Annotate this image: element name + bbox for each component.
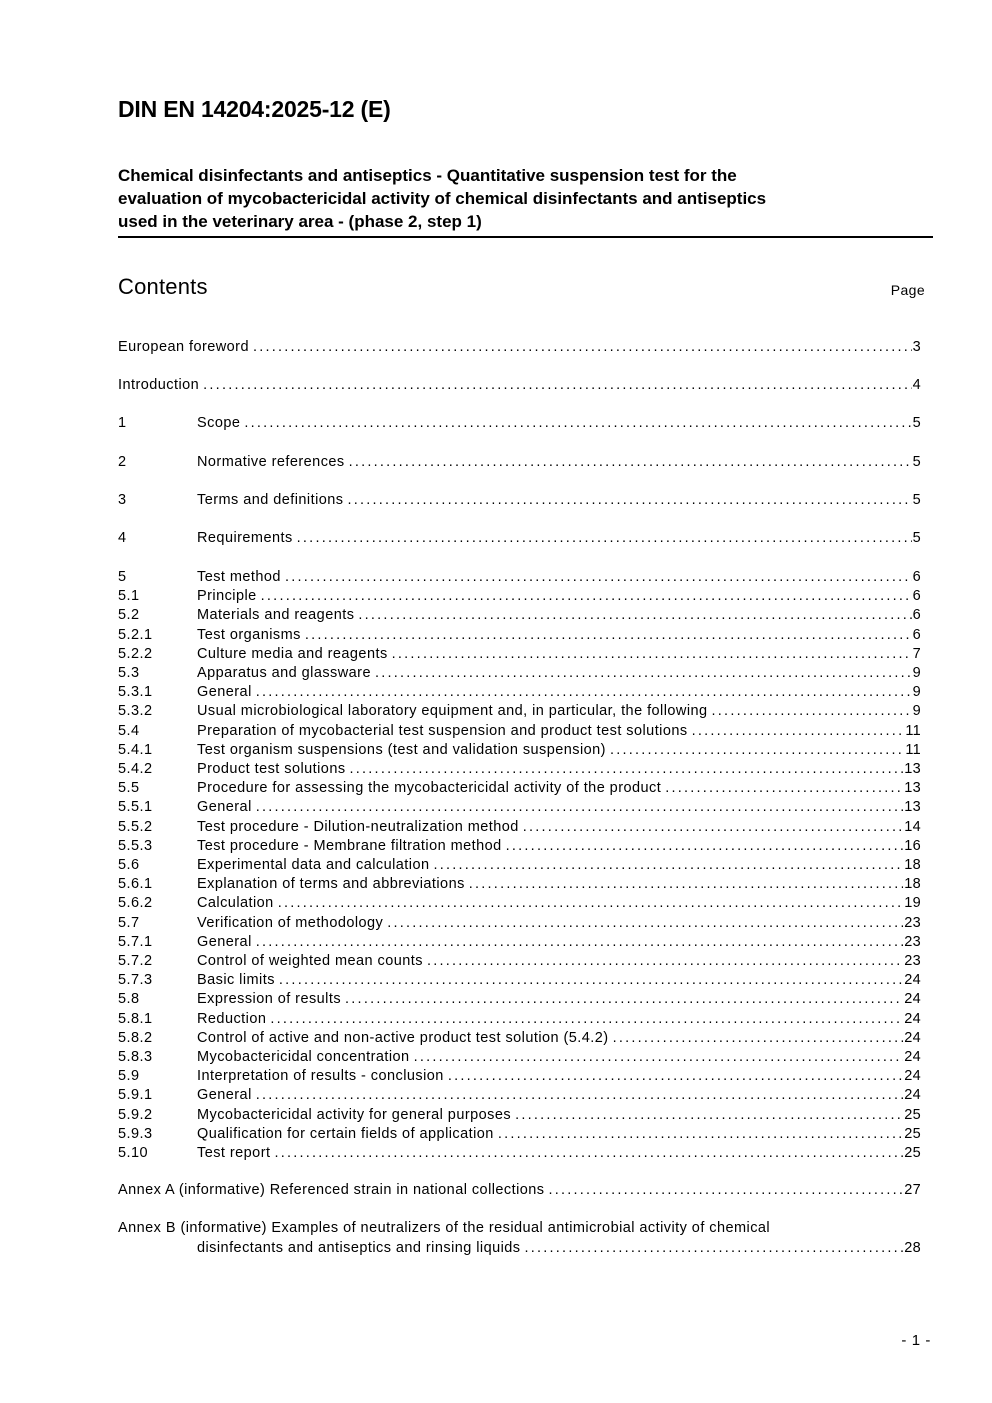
toc-entry[interactable] [118, 990, 921, 1009]
toc-entry[interactable] [118, 645, 921, 664]
toc-entry[interactable] [118, 414, 921, 433]
toc-leader-dots [256, 683, 912, 702]
toc-entry-title: Annex A (informative) Referenced strain in national collections [118, 1182, 545, 1198]
toc-entry-page: 24 [904, 991, 921, 1008]
toc-leader-dots [427, 952, 903, 971]
toc-entry[interactable] [118, 1029, 921, 1048]
toc-entry-number: 5.9.3 [118, 1125, 153, 1142]
toc-entry-number: 5.5.2 [118, 818, 153, 835]
toc-entry-page: 6 [912, 569, 921, 585]
toc-entry-page: 18 [904, 876, 921, 893]
toc-entry[interactable] [118, 1181, 921, 1200]
toc-entry-page: 11 [905, 741, 921, 758]
toc-entry[interactable] [118, 626, 921, 645]
toc-entry-page: 6 [912, 626, 921, 643]
toc-leader-dots [347, 491, 911, 510]
toc-entry-title: Test organisms [197, 626, 301, 643]
document-title [118, 164, 933, 238]
toc-entry-title: General [197, 1087, 252, 1104]
toc-entry-number: 5.4.2 [118, 761, 153, 777]
toc-leader-dots [305, 626, 912, 645]
toc-leader-dots [274, 1144, 903, 1163]
toc-leader-dots [261, 587, 912, 606]
toc-entry-number: 5.10 [118, 1145, 149, 1161]
toc-entry-page: 18 [904, 857, 921, 873]
toc-entry[interactable] [118, 837, 921, 856]
toc-entry-page: 9 [912, 703, 921, 720]
toc-entry-title: Annex B (informative) Examples of neutralizers of the residual antimicrobial activity of chemical [118, 1220, 771, 1236]
toc-entry-page: 25 [904, 1145, 921, 1161]
toc-entry-title: Experimental data and calculation [197, 857, 430, 873]
toc-entry-page: 27 [904, 1182, 921, 1198]
toc-entry[interactable] [118, 376, 921, 395]
toc-entry-page: 13 [904, 799, 921, 816]
toc-entry[interactable] [118, 1144, 921, 1163]
toc-entry-title: General [197, 684, 252, 701]
toc-entry-page: 24 [904, 1087, 921, 1104]
toc-entry[interactable] [118, 818, 921, 837]
toc-entry-number: 5.3 [118, 665, 140, 681]
toc-entry-number: 5.2 [118, 607, 140, 624]
toc-entry[interactable] [118, 779, 921, 798]
toc-leader-dots [515, 1106, 903, 1125]
toc-entry-number: 5.6.2 [118, 895, 153, 912]
toc-leader-dots [392, 645, 912, 664]
toc-leader-dots [256, 798, 904, 817]
toc-leader-dots [712, 702, 912, 721]
toc-entry[interactable] [118, 453, 921, 472]
toc-entry-number: 5.2.2 [118, 645, 153, 662]
toc-entry-page: 28 [904, 1240, 921, 1256]
toc-leader-dots [278, 894, 904, 913]
toc-entry-page: 25 [904, 1106, 921, 1123]
toc-entry-number: 1 [118, 415, 127, 431]
toc-entry-page: 6 [912, 588, 921, 605]
toc-entry-title: Test method [197, 569, 281, 585]
toc-entry-title: Interpretation of results - conclusion [197, 1068, 444, 1085]
toc-entry-page: 11 [905, 722, 921, 739]
toc-entry-title: disinfectants and antiseptics and rinsing liquids [197, 1240, 521, 1256]
toc-entry-title: Test procedure - Membrane filtration method [197, 837, 502, 854]
toc-entry-title: Basic limits [197, 972, 275, 989]
toc-leader-dots [525, 1239, 904, 1258]
toc-entry-title: Expression of results [197, 991, 342, 1008]
toc-entry-title: Culture media and reagents [197, 645, 388, 662]
toc-entry-number: 5.5 [118, 780, 140, 797]
toc-leader-dots [253, 338, 912, 357]
toc-leader-dots [469, 875, 903, 894]
toc-leader-dots [523, 818, 903, 837]
toc-entry[interactable] [118, 1106, 921, 1125]
toc-entry-title: Apparatus and glassware [197, 665, 371, 681]
toc-entry-number: 5.9 [118, 1068, 140, 1085]
toc-entry-page: 13 [904, 761, 921, 777]
toc-leader-dots [345, 990, 903, 1009]
toc-entry-title: Materials and reagents [197, 607, 355, 624]
toc-leader-dots [434, 856, 904, 875]
toc-entry-page: 14 [904, 818, 921, 835]
toc-entry[interactable] [118, 952, 921, 971]
toc-entry-title: Procedure for assessing the mycobactericidal activity of the product [197, 780, 662, 797]
toc-entry-title: Preparation of mycobacterial test suspension and product test solutions [197, 722, 688, 739]
toc-leader-dots [349, 453, 912, 472]
toc-entry-page: 9 [912, 684, 921, 701]
toc-entry-title: Explanation of terms and abbreviations [197, 876, 465, 893]
toc-entry[interactable] [118, 722, 921, 741]
toc-entry-number: 5.7.2 [118, 953, 153, 969]
toc-leader-dots [498, 1125, 903, 1144]
toc-entry-title: Terms and definitions [197, 492, 344, 508]
toc-entry-page: 4 [912, 377, 921, 393]
toc-entry-page: 24 [904, 1029, 921, 1046]
toc-entry-number: 5.8 [118, 991, 140, 1008]
toc-entry-page: 9 [912, 665, 921, 681]
toc-entry[interactable] [118, 702, 921, 721]
toc-entry-number: 5.8.3 [118, 1049, 153, 1065]
toc-entry-annex-b-continued[interactable] [118, 1239, 921, 1258]
toc-entry[interactable] [118, 1067, 921, 1086]
toc-entry[interactable] [118, 875, 921, 894]
toc-entry-page: 5 [912, 492, 921, 508]
toc-entry-number: 5.3.1 [118, 684, 153, 701]
toc-entry-page: 6 [912, 607, 921, 624]
toc-entry-title: Qualification for certain fields of application [197, 1125, 494, 1142]
toc-entry[interactable] [118, 914, 921, 933]
toc-entry-title: General [197, 933, 252, 950]
page-number: - 1 - [901, 1332, 931, 1349]
toc-entry-number: 5.9.1 [118, 1087, 153, 1104]
toc-entry-number: 5.6.1 [118, 876, 153, 893]
toc-entry-page: 23 [904, 953, 921, 969]
toc-leader-dots [279, 971, 903, 990]
toc-entry-number: 5.5.1 [118, 799, 153, 816]
toc-entry-number: 5.8.2 [118, 1029, 153, 1046]
toc-entry-page: 23 [904, 933, 921, 950]
toc-entry[interactable] [118, 933, 921, 952]
toc-leader-dots [358, 606, 911, 625]
toc-entry-title: Scope [197, 415, 241, 431]
toc-entry-page: 24 [904, 1068, 921, 1085]
toc-leader-dots [506, 837, 904, 856]
toc-entry-title: Reduction [197, 1010, 267, 1027]
toc-entry-title: Introduction [118, 377, 200, 393]
toc-entry-title: European foreword [118, 339, 249, 355]
toc-entry-page: 5 [912, 530, 921, 546]
toc-entry-page: 5 [912, 415, 921, 431]
document-title-line: evaluation of mycobactericidal activity of chemical disinfectants and antiseptics [118, 189, 767, 208]
toc-entry-page: 16 [904, 837, 921, 854]
toc-entry-number: 4 [118, 530, 127, 546]
toc-entry-title: Usual microbiological laboratory equipment and, in particular, the following [197, 703, 708, 720]
toc-leader-dots [350, 760, 904, 779]
toc-leader-dots [244, 414, 911, 433]
toc-entry-page: 25 [904, 1125, 921, 1142]
toc-leader-dots [613, 1029, 904, 1048]
toc-entry-title: Requirements [197, 530, 293, 546]
toc-entry[interactable] [118, 1048, 921, 1067]
toc-entry[interactable] [118, 529, 921, 548]
toc-entry[interactable] [118, 1010, 921, 1029]
toc-entry-page: 19 [904, 895, 921, 912]
toc-leader-dots [375, 664, 912, 683]
toc-entry[interactable] [118, 971, 921, 990]
toc-entry[interactable] [118, 798, 921, 817]
toc-entry-number: 5.7.3 [118, 972, 153, 989]
toc-entry-number: 5.7.1 [118, 933, 153, 950]
toc-entry-page: 13 [904, 780, 921, 797]
toc-leader-dots [203, 376, 911, 395]
toc-entry-title: Verification of methodology [197, 914, 384, 931]
toc-entry[interactable] [118, 587, 921, 606]
toc-leader-dots [414, 1048, 904, 1067]
toc-entry[interactable] [118, 568, 921, 587]
toc-entry-title: Control of active and non-active product test solution (5.4.2) [197, 1029, 609, 1046]
toc-entry[interactable] [118, 760, 921, 779]
toc-entry-page: 5 [912, 454, 921, 470]
toc-entry-title: Principle [197, 588, 257, 605]
toc-entry-annex-b[interactable] [118, 1219, 921, 1238]
toc-entry-number: 5.8.1 [118, 1010, 153, 1027]
toc-entry-page: 24 [904, 1010, 921, 1027]
page-column-heading: Page [890, 282, 925, 298]
toc-entry-title: General [197, 799, 252, 816]
toc-entry-number: 5.1 [118, 588, 140, 605]
toc-entry-title: Mycobactericidal concentration [197, 1049, 410, 1065]
toc-entry[interactable] [118, 338, 921, 357]
toc-entry-page: 3 [912, 339, 921, 355]
toc-entry-number: 5.2.1 [118, 626, 153, 643]
toc-leader-dots [692, 722, 905, 741]
toc-entry[interactable] [118, 741, 921, 760]
toc-entry-page: 24 [904, 1049, 921, 1065]
document-identifier: DIN EN 14204:2025-12 (E) [118, 96, 391, 122]
toc-entry-title: Calculation [197, 895, 274, 912]
toc-entry-title: Mycobactericidal activity for general purposes [197, 1106, 512, 1123]
toc-entry-page: 24 [904, 972, 921, 989]
toc-leader-dots [256, 1086, 904, 1105]
toc-entry-number: 5.9.2 [118, 1106, 153, 1123]
toc-entry-title: Test report [197, 1145, 271, 1161]
toc-entry[interactable] [118, 1125, 921, 1144]
contents-heading: Contents [118, 274, 208, 299]
toc-entry[interactable] [118, 1086, 921, 1105]
toc-entry[interactable] [118, 606, 921, 625]
toc-entry-number: 5.5.3 [118, 837, 153, 854]
toc-entry-number: 5.3.2 [118, 703, 153, 720]
toc-entry[interactable] [118, 894, 921, 913]
toc-leader-dots [665, 779, 903, 798]
document-title-line: Chemical disinfectants and antiseptics - Quantitative suspension test for the [118, 166, 737, 185]
toc-entry-title: Control of weighted mean counts [197, 953, 423, 969]
toc-entry-number: 5.6 [118, 857, 140, 873]
toc-entry[interactable] [118, 491, 921, 510]
toc-leader-dots [297, 529, 912, 548]
toc-entry-number: 5.4 [118, 722, 140, 739]
toc-entry-number: 5.4.1 [118, 741, 153, 758]
toc-entry[interactable] [118, 856, 921, 875]
toc-leader-dots [285, 568, 912, 587]
toc-entry-number: 5 [118, 569, 127, 585]
toc-entry-page: 23 [904, 914, 921, 931]
toc-entry-title: Test procedure - Dilution-neutralization method [197, 818, 519, 835]
toc-entry-title: Test organism suspensions (test and validation suspension) [197, 741, 606, 758]
toc-leader-dots [448, 1067, 903, 1086]
document-title-line: used in the veterinary area - (phase 2, step 1) [118, 212, 482, 231]
toc-entry[interactable] [118, 683, 921, 702]
toc-leader-dots [270, 1010, 903, 1029]
toc-entry[interactable] [118, 664, 921, 683]
toc-entry-title: Product test solutions [197, 761, 346, 777]
toc-leader-dots [610, 741, 904, 760]
toc-leader-dots [549, 1181, 904, 1200]
toc-leader-dots [256, 933, 904, 952]
toc-entry-number: 5.7 [118, 914, 140, 931]
toc-leader-dots [387, 914, 903, 933]
toc-entry-page: 7 [912, 645, 921, 662]
toc-entry-number: 2 [118, 454, 127, 470]
toc-entry-title: Normative references [197, 454, 345, 470]
toc-entry-number: 3 [118, 492, 127, 508]
